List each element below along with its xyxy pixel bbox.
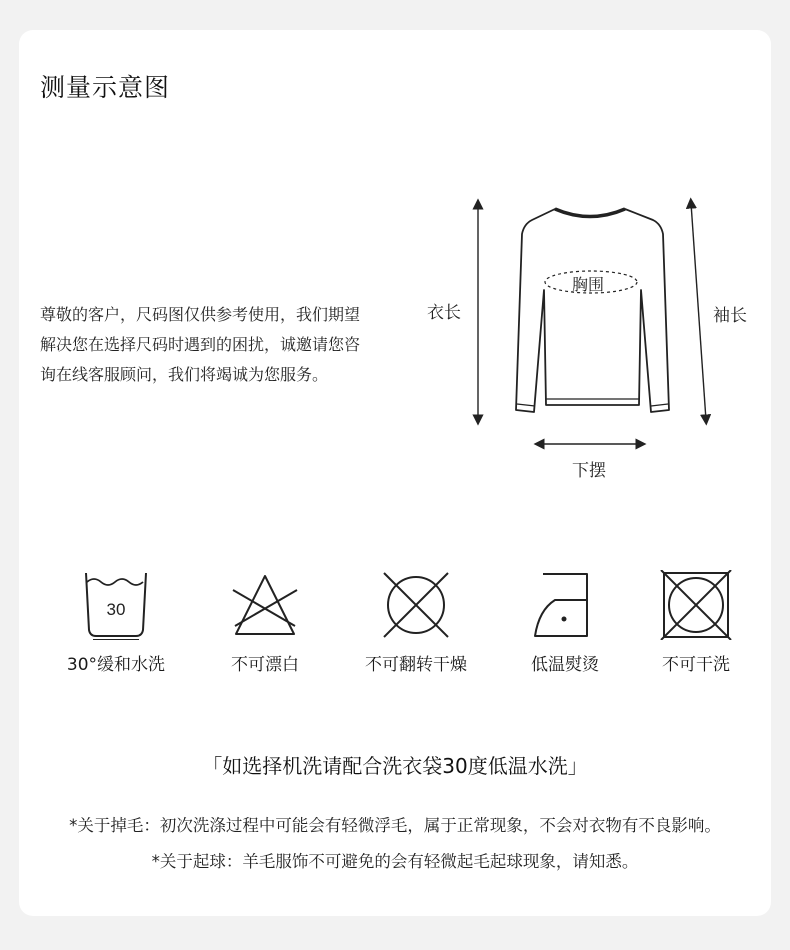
intro-text: 尊敬的客户，尺码图仅供参考使用，我们期望解决您在选择尺码时遇到的困扰，诚邀请您咨询在线客服顾问，我们将竭诚为您服务。	[40, 305, 361, 384]
care-label-bleach: 不可漂白	[231, 655, 299, 675]
care-item-tumble	[341, 570, 491, 675]
care-label-dryclean: 不可干洗	[662, 655, 730, 675]
care-instructions	[0, 570, 790, 690]
no-dry-clean-icon	[656, 570, 736, 640]
care-item-iron	[490, 570, 640, 675]
chest-label: 胸围	[572, 275, 605, 294]
iron-low-icon	[525, 570, 605, 640]
hem-label: 下摆	[572, 461, 606, 481]
care-item-dryclean	[621, 570, 771, 675]
body-length-label: 衣长	[427, 303, 461, 323]
wash-30-gentle-icon	[76, 570, 156, 640]
sleeve-length-label: 袖长	[713, 306, 747, 326]
care-label-wash: 30°缓和水洗	[66, 655, 166, 675]
care-item-wash	[41, 570, 191, 675]
note-shedding: *关于掉毛：初次洗涤过程中可能会有轻微浮毛，属于正常现象，不会对衣物有不良影响。	[69, 816, 721, 835]
care-label-iron: 低温熨烫	[531, 655, 599, 675]
no-bleach-icon	[225, 570, 305, 640]
sweater-diagram-icon	[415, 190, 775, 490]
wash-tip: 「如选择机洗请配合洗衣袋30度低温水洗」	[202, 754, 588, 778]
care-label-tumble: 不可翻转干燥	[365, 655, 467, 675]
care-notes	[0, 808, 790, 880]
no-tumble-dry-icon	[376, 570, 456, 640]
measurement-diagram	[415, 190, 775, 490]
page-title: 测量示意图	[40, 73, 171, 102]
wash-temp-text: 30	[106, 600, 126, 619]
care-item-bleach	[190, 570, 340, 675]
note-pilling: *关于起球：羊毛服饰不可避免的会有轻微起毛起球现象，请知悉。	[151, 852, 639, 871]
